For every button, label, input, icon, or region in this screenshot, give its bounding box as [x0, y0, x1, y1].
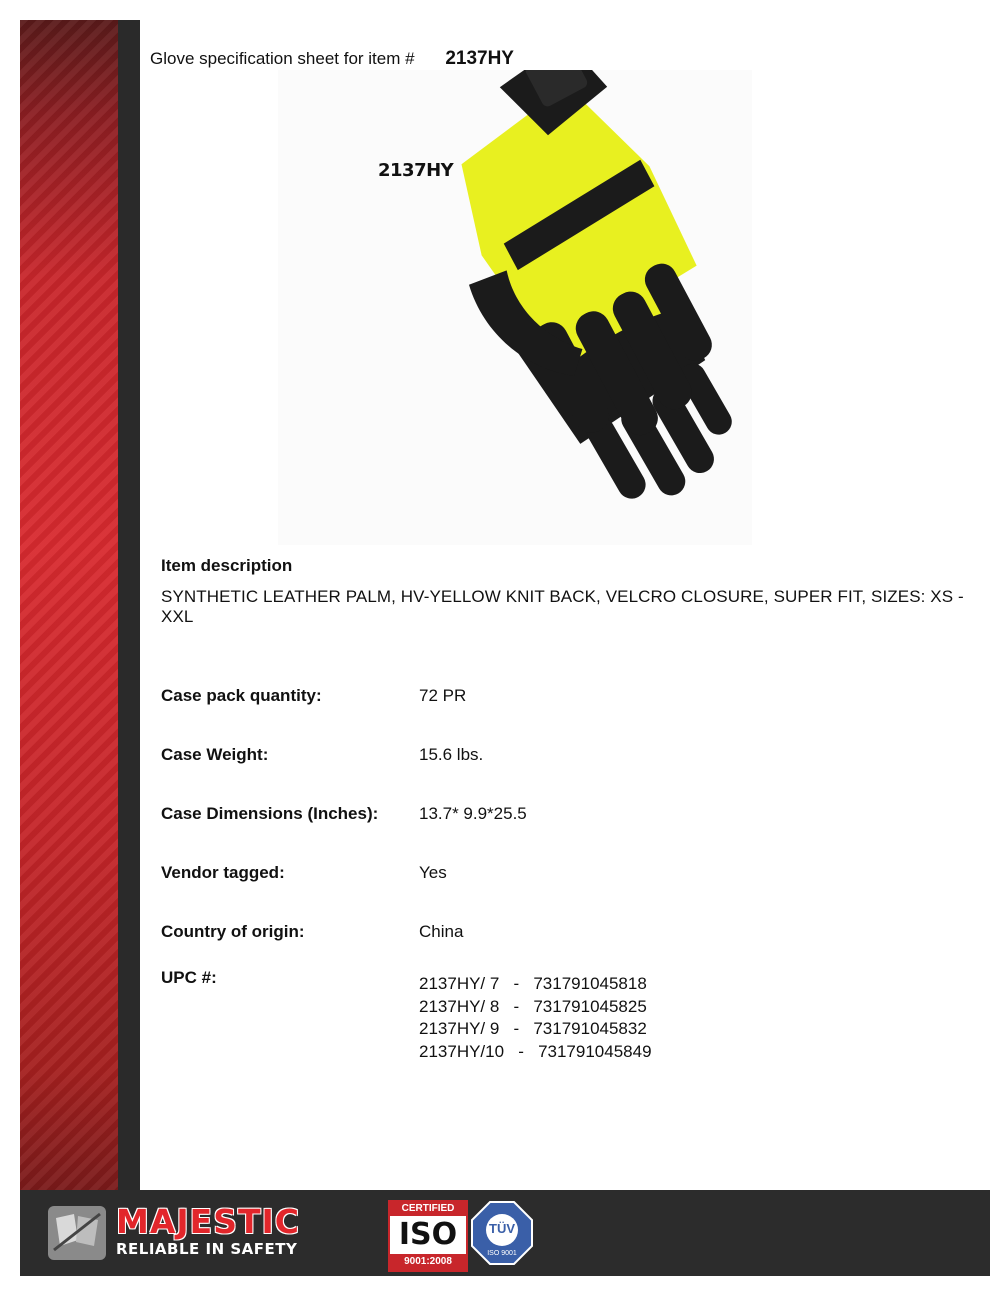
spec-value-case-dimensions: 13.7* 9.9*25.5	[419, 804, 527, 823]
page-title	[150, 48, 514, 70]
tuv-text: TÜV	[489, 1221, 515, 1236]
side-red-band	[20, 20, 118, 1190]
spec-label-vendor-tagged: Vendor tagged:	[161, 863, 285, 882]
title-prefix: Glove specification sheet for item #	[150, 49, 415, 68]
spec-label-case-pack: Case pack quantity:	[161, 686, 322, 705]
majestic-logo	[44, 1200, 324, 1266]
upc-label: UPC #:	[161, 968, 217, 987]
iso-bottom-text: 9001:2008	[390, 1254, 466, 1270]
iso-mid-text: ISO	[398, 1217, 458, 1252]
iso-top-text: CERTIFIED	[390, 1202, 466, 1216]
photo-code-label: 2137HY	[378, 160, 454, 181]
upc-row: 2137HY/10 - 731791045849	[419, 1041, 652, 1061]
product-photo	[278, 70, 752, 545]
spec-label-case-dimensions: Case Dimensions (Inches):	[161, 804, 379, 823]
spec-value-case-pack: 72 PR	[419, 686, 467, 705]
item-description-text: SYNTHETIC LEATHER PALM, HV-YELLOW KNIT BACK, VELCRO CLOSURE, SUPER FIT, SIZES: XS - XXL	[161, 587, 964, 626]
side-dark-band	[118, 20, 140, 1190]
brand-name: MAJESTIC	[116, 1202, 300, 1241]
upc-row: 2137HY/ 9 - 731791045832	[419, 1019, 647, 1039]
glove-emblem-icon	[44, 1200, 110, 1266]
spec-label-country-origin: Country of origin:	[161, 922, 305, 941]
spec-value-vendor-tagged: Yes	[419, 863, 447, 882]
tuv-badge	[470, 1200, 534, 1268]
iso-certified-badge	[388, 1200, 468, 1272]
spec-value-case-weight: 15.6 lbs.	[419, 745, 484, 764]
upc-row: 2137HY/ 7 - 731791045818	[419, 974, 647, 993]
item-description-heading: Item description	[161, 556, 293, 575]
upc-list	[419, 973, 652, 1063]
spec-label-case-weight: Case Weight:	[161, 745, 269, 764]
tuv-subtext: ISO 9001	[487, 1250, 517, 1257]
brand-tagline: RELIABLE IN SAFETY	[116, 1240, 298, 1258]
spec-value-country-origin: China	[419, 922, 464, 941]
upc-row: 2137HY/ 8 - 731791045825	[419, 996, 647, 1016]
glove-illustration	[278, 70, 752, 545]
item-number: 2137HY	[445, 48, 514, 69]
